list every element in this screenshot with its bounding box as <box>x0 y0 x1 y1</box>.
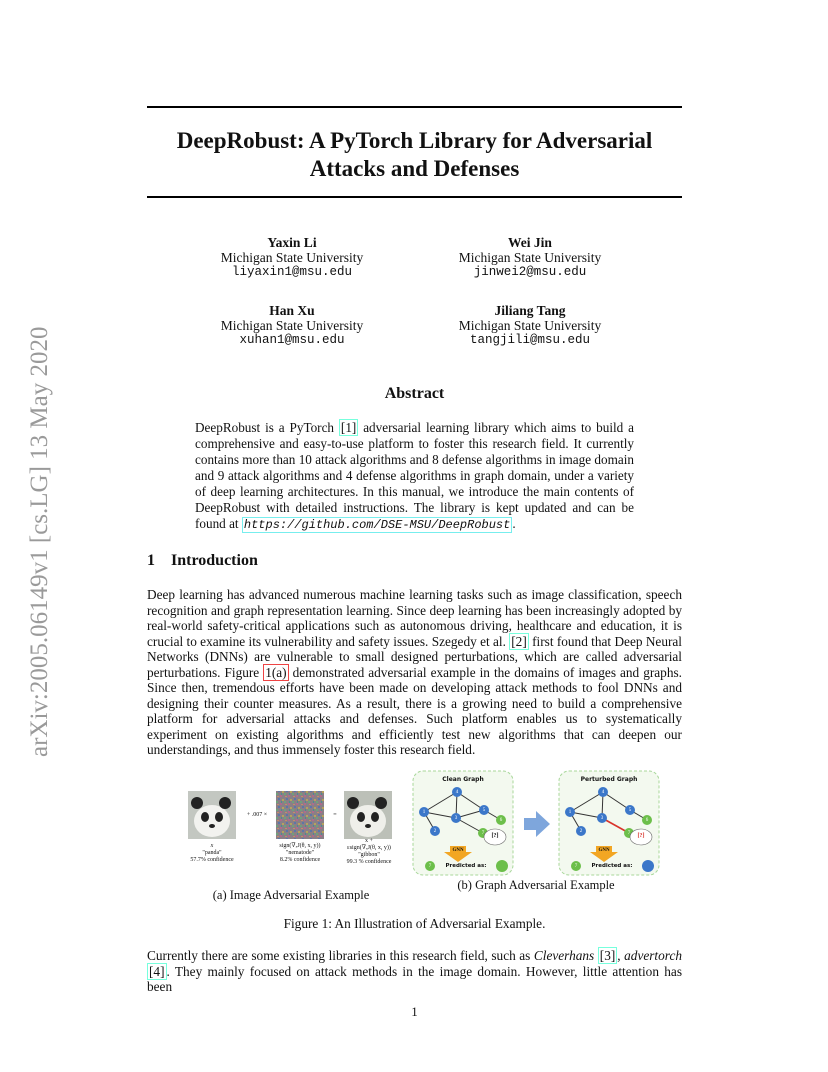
node-label: 1 <box>422 810 426 815</box>
graph-adversarial-figure <box>412 770 660 876</box>
paragraph-text: , <box>617 948 625 963</box>
title-line-1: DeepRobust: A PyTorch Library for Adversarial <box>176 128 653 153</box>
x-plus-formula: x + <box>365 838 373 844</box>
perturbed-graph-title: Perturbed Graph <box>580 776 638 783</box>
query-label: [?] <box>491 833 499 839</box>
arxiv-identifier: arXiv:2005.06149v1 [cs.LG] 13 May 2020 <box>26 326 53 757</box>
figure-reference-link[interactable]: 1(a) <box>265 664 287 680</box>
author-block <box>192 303 392 348</box>
node-label: 6 <box>499 818 503 823</box>
adversarial-label <box>336 838 402 866</box>
section-heading: 1 Introduction <box>147 552 258 569</box>
node-label: 2 <box>579 829 583 834</box>
node-label: 7 <box>574 864 578 869</box>
github-url-link[interactable]: https://github.com/DSE-MSU/DeepRobust <box>243 518 511 532</box>
gnn-label: GNN <box>452 848 464 853</box>
nematode-confidence: 8.2% confidence <box>279 857 321 863</box>
abstract-text: adversarial learning library which aims to build a comprehensive and easy-to-use platform to foster this research field. It currently contains more than 10 attack algorithms and 8 defense algorithms in image domain and 9 attack algorithms and 4 defense algorithms in graph domain, under a variety of deep learning architectures. In this manual, we introduce the main contents of DeepRobust with detailed instructions. The library is kept updated and can be found at <box>195 420 635 531</box>
abstract-heading: Abstract <box>384 385 445 402</box>
author-name: Han Xu <box>269 303 315 318</box>
node-label: 3 <box>600 816 604 821</box>
citation-link[interactable]: [4] <box>149 963 165 979</box>
citation-link[interactable]: [3] <box>599 948 616 963</box>
subfigure-b-caption: (b) Graph Adversarial Example <box>457 878 615 892</box>
citation-link[interactable]: [2] <box>511 633 527 649</box>
right-arrow-icon <box>524 811 550 837</box>
perturbation-noise-image <box>276 791 324 839</box>
gibbon-confidence: 99.3 % confidence <box>346 859 392 865</box>
node-label: 4 <box>601 790 605 795</box>
equals-label: = <box>333 812 337 818</box>
abstract-text: . <box>512 516 516 531</box>
abstract-body <box>195 420 634 533</box>
library-name: Cleverhans <box>533 948 595 963</box>
node-label: 1 <box>568 810 572 815</box>
panda-class: "panda" <box>202 850 222 856</box>
plus-epsilon-label: + .007 × <box>246 812 268 818</box>
node-label: 7 <box>481 831 485 836</box>
author-affiliation: Michigan State University <box>220 250 364 265</box>
author-affiliation: Michigan State University <box>458 250 602 265</box>
author-block <box>192 235 392 280</box>
sign-formula: sign(∇ₓJ(θ, x, y)) <box>279 843 321 849</box>
title-bottom-rule <box>147 196 682 198</box>
node-label: 3 <box>454 816 458 821</box>
adversarial-panda-image <box>344 791 392 839</box>
gnn-label: GNN <box>598 848 610 853</box>
panda-confidence: 57.7% confidence <box>190 857 234 863</box>
node-label: 4 <box>455 790 459 795</box>
author-email: tangjili@msu.edu <box>469 333 591 347</box>
node-label: 5 <box>628 808 632 813</box>
prediction-green-dot <box>496 860 508 872</box>
epsilon-sign-formula: εsign(∇ₓJ(θ, x, y)) <box>347 845 391 851</box>
prediction-blue-dot <box>642 860 654 872</box>
author-email: jinwei2@msu.edu <box>473 265 587 279</box>
node-label: 7 <box>627 831 631 836</box>
libraries-paragraph <box>147 948 682 995</box>
paragraph-text: Currently there are some existing libraries in this research field, such as <box>147 948 534 963</box>
author-affiliation: Michigan State University <box>220 318 364 333</box>
query-label: [?] <box>637 833 645 839</box>
author-block <box>430 235 630 280</box>
citation-link[interactable]: [1] <box>340 420 357 435</box>
noise-label <box>266 843 334 864</box>
node-label: 6 <box>645 818 649 823</box>
panda-image <box>188 791 236 839</box>
title-top-rule <box>147 106 682 108</box>
node-label: 7 <box>428 864 432 869</box>
input-label <box>188 843 236 864</box>
predicted-label: Predicted as: <box>445 863 487 869</box>
paper-title <box>147 127 682 183</box>
clean-graph-title: Clean Graph <box>442 776 484 783</box>
author-name: Jiliang Tang <box>494 303 566 318</box>
nematode-class: "nematode" <box>285 850 315 856</box>
image-adversarial-figure <box>180 785 402 877</box>
library-name: advertorch <box>624 948 682 963</box>
page-number: 1 <box>411 1004 418 1019</box>
author-affiliation: Michigan State University <box>458 318 602 333</box>
intro-text: Deep learning has advanced numerous machine learning tasks such as image classification, speech recognition and graph representation learning. Since deep learning has been increasingly adopted by real-world safety-critical applications such as autonomous driving, healthcare and education, it is crucial to examine its vulnerability and safety issues. Szegedy et al. <box>147 587 682 649</box>
author-block <box>430 303 630 348</box>
author-name: Yaxin Li <box>267 235 317 250</box>
intro-paragraph <box>147 587 682 758</box>
gibbon-class: "gibbon" <box>358 852 380 858</box>
subfigure-a-caption: (a) Image Adversarial Example <box>212 888 370 902</box>
predicted-label: Predicted as: <box>591 863 633 869</box>
author-email: liyaxin1@msu.edu <box>231 265 353 279</box>
x-symbol: x <box>210 843 214 849</box>
graph-adversarial-illustration <box>412 770 660 876</box>
figure-caption: Figure 1: An Illustration of Adversarial Example. <box>283 916 546 931</box>
author-email: xuhan1@msu.edu <box>239 333 345 347</box>
intro-text: first found that Deep Neural Networks (DNNs) are vulnerable to small designed perturbations, which are called adversarial perturbations. Figure <box>147 633 683 680</box>
author-name: Wei Jin <box>508 235 552 250</box>
node-label: 2 <box>433 829 437 834</box>
paragraph-text: . They mainly focused on attack methods in the image domain. However, little attention has been <box>147 963 682 994</box>
abstract-text: DeepRobust is a PyTorch <box>195 420 339 435</box>
title-line-2: Attacks and Defenses <box>309 156 520 181</box>
node-label: 5 <box>482 808 486 813</box>
intro-text: demonstrated adversarial example in the domains of images and graphs. Since then, tremendous efforts have been made on developing attack methods to fool DNNs and designing their counter measures. As a result, there is a growing need to build a comprehensive platform for adversarial attacks and defenses. Such platform enables us to systematically experiment on existing algorithms and efficiently test new algorithms that can deepen our understandings, and thus immensely foster this research field. <box>147 664 682 757</box>
